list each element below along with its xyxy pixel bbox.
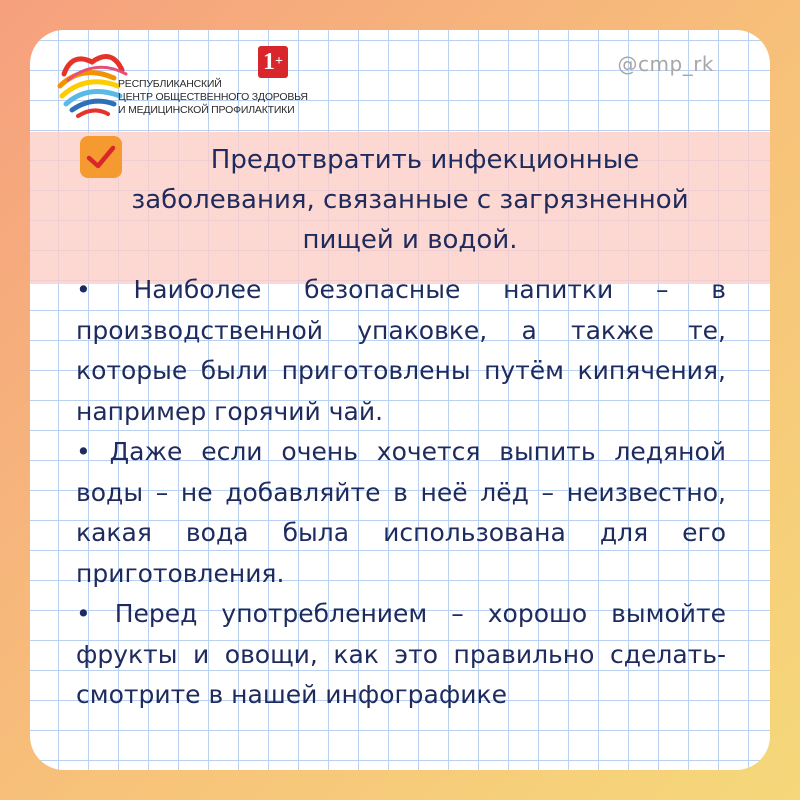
post-card — [30, 30, 770, 770]
organization-logo — [52, 44, 308, 134]
logo-line: РЕСПУБЛИКАНСКИЙ — [118, 78, 222, 90]
organization-name — [118, 78, 308, 117]
banner-title — [90, 140, 730, 260]
banner-line: Предотвратить инфекционные — [210, 145, 640, 175]
list-item: • Перед употреблением – хорошо вымойте фрукты и овощи, как это правильно сделать- смотрите в нашей инфографике — [76, 599, 726, 709]
logo-line: ЦЕНТР ОБЩЕСТВЕННОГО ЗДОРОВЬЯ — [118, 91, 308, 103]
banner-line: пищей и водой. — [302, 225, 518, 255]
advice-list — [76, 270, 726, 716]
logo-line: И МЕДИЦИНСКОЙ ПРОФИЛАКТИКИ — [118, 104, 295, 116]
plus-badge-icon: 1+ — [258, 46, 288, 78]
logo-badge-text: 1 — [263, 49, 275, 75]
list-item: • Даже если очень хочется выпить ледяной воды – не добавляйте в неё лёд – неизвестно, какая вода была использована для его приготовления. — [76, 437, 726, 588]
social-handle: @cmp_rk — [617, 52, 714, 76]
banner-line: заболевания, связанные с загрязненной — [131, 185, 689, 215]
list-item: • Наиболее безопасные напитки – в производственной упаковке, а также те, которые были приготовлены путём кипячения, например горячий чай. — [76, 275, 726, 426]
